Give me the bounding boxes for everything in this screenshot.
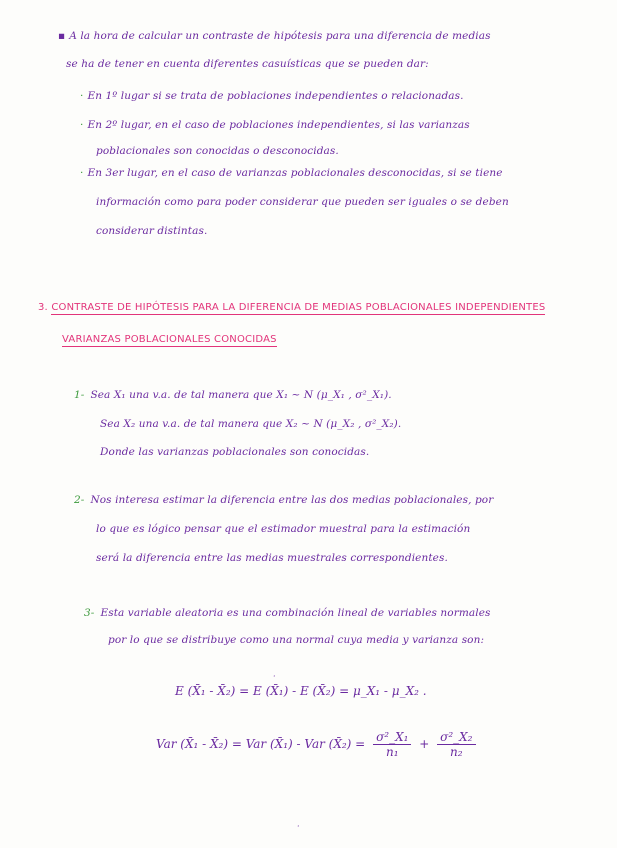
bullet-1: · En 1º lugar si se trata de poblaciones independientes o relacionadas. xyxy=(80,90,464,102)
fraction-2-denominator: n₂ xyxy=(450,745,463,759)
item-3-line-1: 3- Esta variable aleatoria es una combinación lineal de variables normales xyxy=(84,607,491,619)
bullet-dot: · xyxy=(80,167,84,179)
variance-formula xyxy=(156,730,480,759)
bullet-3-line-2: información como para poder considerar que pueden ser iguales o se deben xyxy=(96,196,509,208)
intro-line-1: ▪ A la hora de calcular un contraste de hipótesis para una diferencia de medias xyxy=(58,30,491,42)
plus-sign: + xyxy=(419,737,430,751)
mean-formula: E (X̄₁ - X̄₂) = E (X̄₁) - E (X̄₂) = μ_X₁ - μ_X₂ . xyxy=(175,684,427,698)
item-2-line-2: lo que es lógico pensar que el estimador muestral para la estimación xyxy=(96,523,471,535)
intro-line-2: se ha de tener en cuenta diferentes casuísticas que se pueden dar: xyxy=(66,58,429,70)
fraction-1 xyxy=(373,730,411,759)
bullet-2-line-2: poblacionales son conocidas o desconocidas. xyxy=(96,145,339,157)
bullet-2-line-1: · En 2º lugar, en el caso de poblaciones independientes, si las varianzas xyxy=(80,119,470,131)
bullet-3-line-3: considerar distintas. xyxy=(96,225,208,237)
fraction-2-numerator: σ²_X₂ xyxy=(437,730,475,745)
bullet-dot: · xyxy=(80,119,84,131)
item-1-line-2: Sea X₂ una v.a. de tal manera que X₂ ~ N (μ_X₂ , σ²_X₂). xyxy=(100,418,402,430)
item-2-line-3: será la diferencia entre las medias muestrales correspondientes. xyxy=(96,552,448,564)
dot-mark: · xyxy=(273,672,276,681)
page-dot: · xyxy=(297,822,300,831)
bullet-dot: ▪ xyxy=(58,30,66,42)
bullet-3-line-1: · En 3er lugar, en el caso de varianzas poblacionales desconocidas, si se tiene xyxy=(80,167,503,179)
fraction-1-denominator: n₁ xyxy=(385,745,399,759)
item-2-line-1: 2- Nos interesa estimar la diferencia entre las dos medias poblacionales, por xyxy=(74,494,494,506)
item-3-line-2: por lo que se distribuye como una normal cuya media y varianza son: xyxy=(108,634,485,646)
variance-lhs: Var (X̄₁ - X̄₂) = Var (X̄₁) - Var (X̄₂) = xyxy=(156,737,366,751)
item-1-line-3: Donde las varianzas poblacionales son conocidas. xyxy=(100,446,370,458)
section-heading-line-1: 3. CONTRASTE DE HIPÓTESIS PARA LA DIFERENCIA DE MEDIAS POBLACIONALES INDEPENDIENTES xyxy=(38,302,546,313)
bullet-dot: · xyxy=(80,90,84,102)
section-heading-line-2: VARIANZAS POBLACIONALES CONOCIDAS xyxy=(62,334,277,345)
fraction-2 xyxy=(437,730,475,759)
fraction-1-numerator: σ²_X₁ xyxy=(373,730,411,745)
item-1-line-1: 1- Sea X₁ una v.a. de tal manera que X₁ ~ N (μ_X₁ , σ²_X₁). xyxy=(74,389,392,401)
